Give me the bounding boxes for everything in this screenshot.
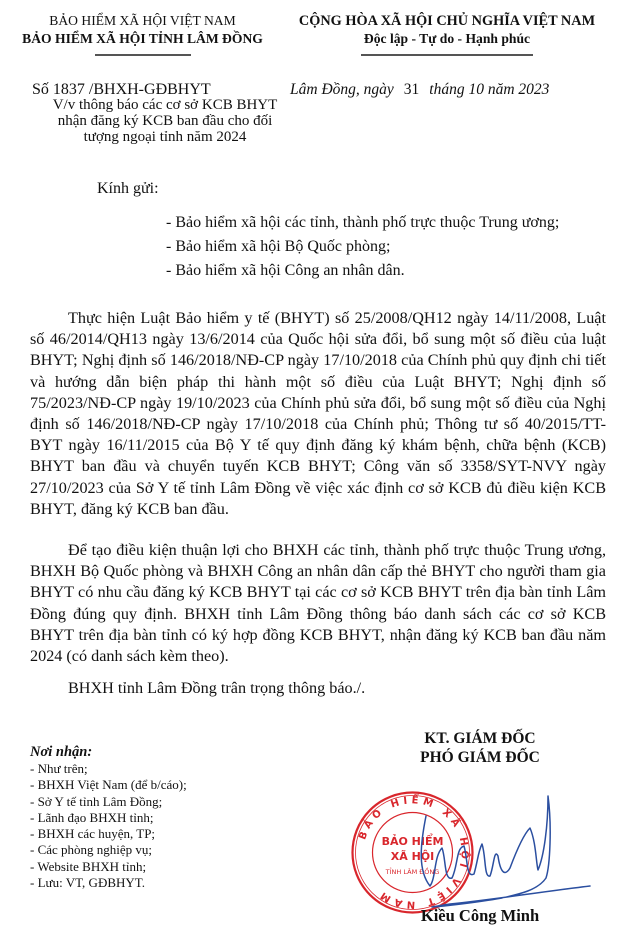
distribution-title: Nơi nhận: (30, 744, 93, 760)
body-paragraph-closing: BHXH tỉnh Lâm Đồng trân trọng thông báo./. (68, 679, 366, 697)
nation-motto: Độc lập - Tự do - Hạnh phúc (363, 31, 531, 46)
motto-divider (361, 54, 533, 56)
subject-line: nhận đăng ký KCB ban đầu cho đối (57, 113, 273, 129)
recipient-list (166, 211, 559, 283)
subject-line: V/v thông báo các cơ sở KCB BHYT (52, 97, 278, 113)
signature-title-line2: PHÓ GIÁM ĐỐC (420, 749, 540, 766)
distribution-item: - BHXH các huyện, TP; (30, 826, 156, 842)
distribution-list (30, 743, 187, 891)
agency-name: BẢO HIỂM XÃ HỘI TỈNH LÂM ĐỒNG (22, 31, 263, 46)
document-number: Số 1837 /BHXH-GĐBHYT (32, 81, 211, 98)
distribution-item: - Các phòng nghiệp vụ; (30, 842, 153, 858)
distribution-item: - Lãnh đạo BHXH tỉnh; (30, 809, 154, 825)
distribution-item: - Như trên; (30, 761, 88, 776)
recipient-item: - Bảo hiểm xã hội các tỉnh, thành phố trực thuộc Trung ương; (166, 214, 560, 231)
distribution-item: - Website BHXH tỉnh; (30, 858, 147, 874)
document-subject (40, 97, 290, 145)
document-date (290, 80, 549, 100)
signer-name: Kiều Công Minh (420, 906, 540, 925)
date-suffix: tháng 10 năm 2023 (429, 81, 550, 98)
subject-line: tượng ngoại tỉnh năm 2024 (83, 129, 247, 145)
agency-header (20, 12, 265, 56)
distribution-item: - Lưu: VT, GĐBHYT. (30, 875, 146, 891)
svg-text:BẢO HIỂM: BẢO HIỂM (381, 835, 444, 848)
distribution-item: - BHXH Việt Nam (để b/cáo); (30, 777, 187, 793)
header-divider (95, 54, 191, 56)
greeting: Kính gửi: (97, 180, 159, 197)
svg-text:BẢO HIỂM XÃ HỘI VIỆT NAM: BẢO HIỂM XÃ HỘI VIỆT NAM (357, 795, 470, 910)
body-paragraph-purpose: Để tạo điều kiện thuận lợi cho BHXH các tỉnh, thành phố trực thuộc Trung ương, BHXH Bộ Quốc phòng và BHXH Công an nhân dân cấp thẻ BHYT cho người tham gia BHYT có nhu cầu đăng ký KCB BHYT tại các cơ sở KCB BHYT trên địa bàn tỉnh Lâm Đồng đúng quy định. BHXH tỉnh Lâm Đồng thông báo danh sách các cơ sở KCB BHYT trên địa bàn tỉnh có ký hợp đồng KCB BHYT, nhận đăng ký KCB ban đầu năm 2024 (có danh sách kèm theo). (30, 541, 606, 666)
signature-title-line1: KT. GIÁM ĐỐC (424, 730, 536, 747)
recipient-item: - Bảo hiểm xã hội Bộ Quốc phòng; (166, 238, 391, 255)
svg-text:XÃ HỘI: XÃ HỘI (390, 850, 435, 863)
nation-header (282, 12, 612, 56)
distribution-item: - Sở Y tế tỉnh Lâm Đồng; (30, 793, 163, 809)
nation-name: CỘNG HÒA XÃ HỘI CHỦ NGHĨA VIỆT NAM (298, 13, 596, 29)
handwritten-signature-icon (390, 786, 600, 921)
date-day: 31 (403, 81, 420, 98)
date-prefix: Lâm Đồng, ngày (290, 81, 394, 98)
body-paragraph-legal-basis: Thực hiện Luật Bảo hiểm y tế (BHYT) số 25/2008/QH12 ngày 14/11/2008, Luật số 46/2014/QH13 ngày 13/6/2014 của Quốc hội sửa đổi, bổ sung một số điều của luật BHYT; Nghị định số 146/2018/NĐ-CP ngày 17/10/2018 của Chính phủ quy định chi tiết và hướng dẫn biện pháp thi hành một số điều của Luật BHYT; Nghị định số 75/2023/NĐ-CP ngày 19/10/2023 của Chính phủ sửa đổi, bổ sung một số điều của Nghị định số 146/2018/NĐ-CP ngày 17/10/2018 của Chính phủ; Thông tư số 40/2015/TT-BYT ngày 16/11/2015 của Bộ Y tế quy định đăng ký khám bệnh, chữa bệnh (KCB) BHYT ban đầu và chuyển tuyến KCB BHYT; Công văn số 3358/SYT-NVY ngày 27/10/2023 của Sở Y tế tỉnh Lâm Đồng về việc xác định cơ sở KCB đủ điều kiện KCB BHYT, đăng ký KCB ban đầu. (30, 309, 606, 518)
svg-text:TỈNH LÂM ĐỒNG: TỈNH LÂM ĐỒNG (385, 868, 440, 876)
signature-title (370, 729, 590, 767)
parent-agency-name: BẢO HIỂM XÃ HỘI VIỆT NAM (49, 13, 236, 28)
recipient-item: - Bảo hiểm xã hội Công an nhân dân. (166, 262, 405, 279)
